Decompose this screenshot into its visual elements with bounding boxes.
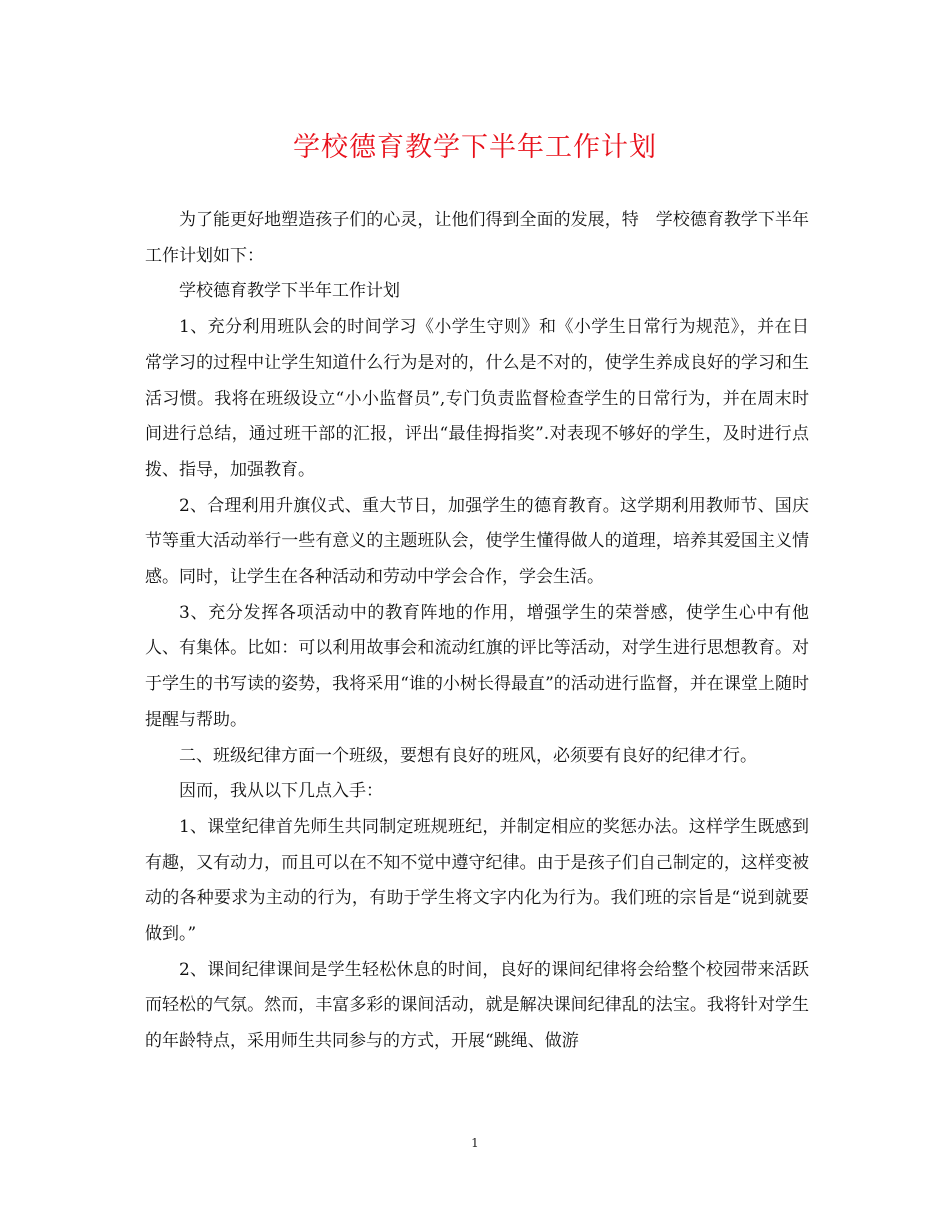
page-number: 1 (471, 1136, 479, 1150)
discipline-section-paragraph: 二、班级纪律方面一个班级，要想有良好的班风，必须要有良好的纪律才行。 (179, 745, 757, 766)
document-body (145, 203, 809, 1060)
plan-subtitle: 学校德育教学下半年工作计划 (179, 281, 400, 302)
item-3-paragraph: 3、充分发挥各项活动中的教育阵地的作用，增强学生的荣誉感，使学生心中有他人、有集体。比如：可以利用故事会和流动红旗的评比等活动，对学生进行思想教育。对于学生的书写读的姿势，我将采用“谁的小树长得最直”的活动进行监督，并在课堂上随时提醒与帮助。 (145, 602, 809, 730)
intro-paragraph: 为了能更好地塑造孩子们的心灵，让他们得到全面的发展，特 学校德育教学下半年工作计划如下： (145, 210, 809, 266)
document-title: 学校德育教学下半年工作计划 (293, 132, 657, 163)
approach-paragraph: 因而，我从以下几点入手： (179, 781, 383, 802)
classroom-discipline-paragraph: 1、课堂纪律首先师生共同制定班规班纪，并制定相应的奖惩办法。这样学生既感到有趣，又有动力，而且可以在不知不觉中遵守纪律。由于是孩子们自己制定的，这样变被动的各种要求为主动的行为，有助于学生将文字内化为行为。我们班的宗旨是“说到就要做到。” (145, 816, 809, 945)
item-1-paragraph: 1、充分利用班队会的时间学习《小学生守则》和《小学生日常行为规范》，并在日常学习的过程中让学生知道什么行为是对的，什么是不对的，使学生养成良好的学习和生活习惯。我将在班级设立“小小监督员”,专门负责监督检查学生的日常行为，并在周末时间进行总结，通过班干部的汇报，评出“最佳拇指奖”.对表现不够好的学生，及时进行点拨、指导，加强教育。 (145, 317, 809, 480)
break-discipline-paragraph: 2、课间纪律课间是学生轻松休息的时间，良好的课间纪律将会给整个校园带来活跃而轻松的气氛。然而，丰富多彩的课间活动，就是解决课间纪律乱的法宝。我将针对学生的年龄特点，采用师生共同参与的方式，开展“跳绳、做游 (145, 959, 809, 1052)
item-2-paragraph: 2、合理利用升旗仪式、重大节日，加强学生的德育教育。这学期利用教师节、国庆节等重大活动举行一些有意义的主题班队会，使学生懂得做人的道理，培养其爱国主义情感。同时，让学生在各种活动和劳动中学会合作，学会生活。 (145, 495, 809, 588)
